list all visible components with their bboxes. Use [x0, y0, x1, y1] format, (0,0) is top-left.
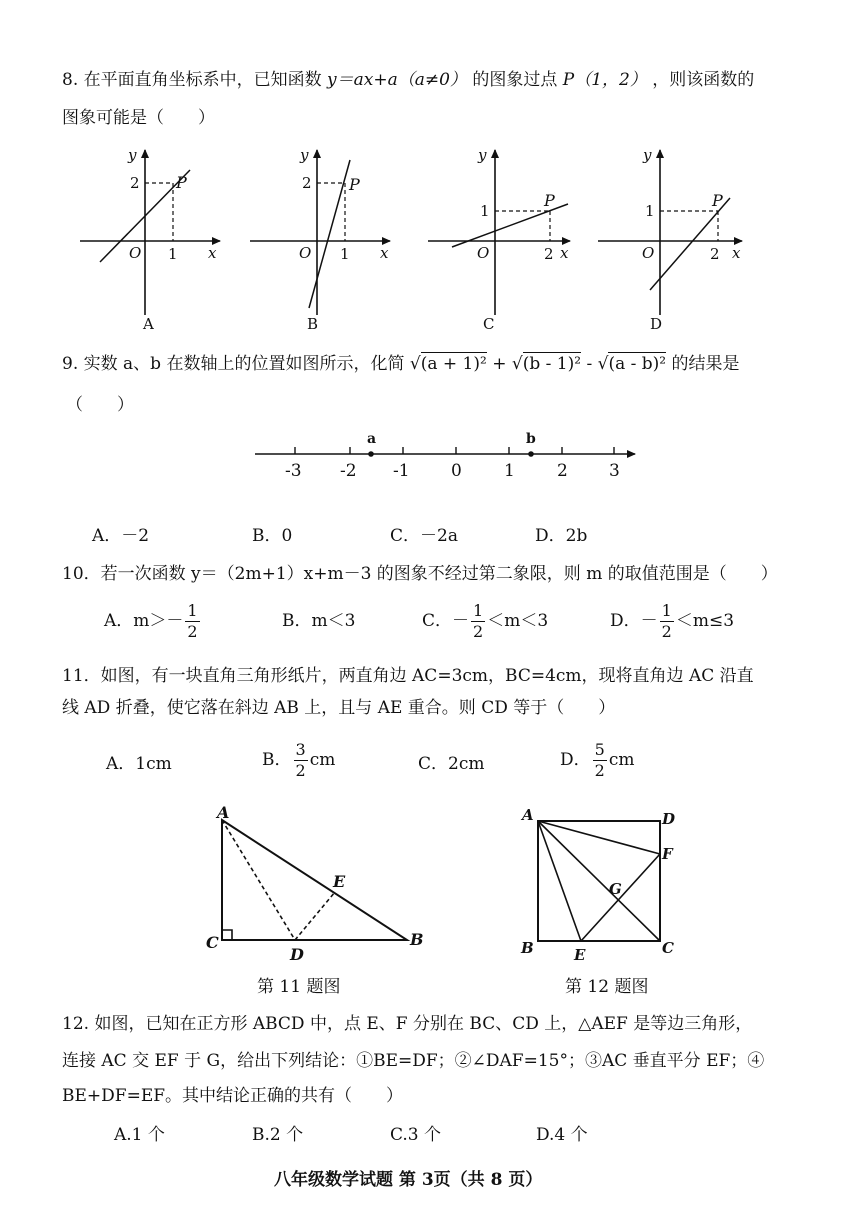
q11-line2: 线 AD 折叠，使它落在斜边 AB 上，且与 AE 重合。则 CD 等于（ ）	[62, 698, 616, 718]
tick-neg1: -1	[393, 461, 410, 481]
q11-option-c: C．2cm	[418, 754, 485, 774]
q10-frac-a: $\frac{1}{2}$	[187, 601, 198, 641]
graph-b-x-label: x	[380, 244, 389, 262]
fig12-caption: 第 12 题图	[565, 977, 649, 997]
q12-option-c: C.3 个	[390, 1125, 442, 1145]
q9-paren: （ ）	[66, 395, 134, 415]
q11-option-a: A．1cm	[106, 754, 172, 774]
q9-option-c: C．－2a	[390, 526, 458, 546]
tick-3: 3	[609, 461, 620, 481]
tick-neg2: -2	[340, 461, 357, 481]
tick-2: 2	[557, 461, 568, 481]
q11-line1: 11．如图，有一块直角三角形纸片，两直角边 AC=3cm，BC=4cm，现将直角边 AC 沿直	[62, 666, 754, 686]
page-footer: 八年级数学试题 第 3页（共 8 页）	[274, 1170, 543, 1190]
q12-option-a: A.1 个	[114, 1125, 165, 1145]
graph-d-x-tick: 2	[710, 245, 720, 263]
graph-c-x-tick: 2	[544, 245, 554, 263]
q8-stem-line1: 8. 在平面直角坐标系中，已知函数 y＝ax+a（a≠0） 的图象过点 P（1，2） ，则该函数的	[62, 70, 755, 90]
q10-option-a: A．m＞－ $\frac{1}{2}$	[104, 601, 198, 641]
q11-option-d: D． $\frac{5}{2}$ cm	[560, 740, 635, 780]
graph-b-x-tick: 1	[340, 245, 350, 263]
q10-frac-d: $\frac{1}{2}$	[661, 601, 672, 641]
q8-stem-line2: 图象可能是（ ）	[62, 108, 215, 128]
graph-c	[428, 146, 570, 333]
graph-d-origin: O	[642, 244, 655, 262]
q10-stem: 10．若一次函数 y＝（2m+1）x+m－3 的图象不经过第二象限，则 m 的取值范围是（ ）	[62, 564, 778, 584]
graph-c-y-label: y	[478, 146, 487, 164]
graph-c-label: C	[483, 315, 495, 333]
graph-a-label: A	[143, 315, 154, 333]
graph-c-origin: O	[477, 244, 490, 262]
graph-c-x-label: x	[560, 244, 569, 262]
q11-frac-d: $\frac{5}{2}$	[594, 740, 605, 780]
fig12-label-f: F	[662, 845, 673, 863]
graph-a-y-label: y	[128, 146, 137, 164]
fig11-label-d: D	[290, 945, 304, 964]
q8-graphs	[70, 140, 770, 340]
graph-a-point: P	[176, 173, 187, 192]
graph-a-origin: O	[129, 244, 142, 262]
q10-frac-c: $\frac{1}{2}$	[473, 601, 484, 641]
graph-a	[80, 146, 220, 333]
fig12-label-d: D	[662, 810, 676, 828]
fig11-caption: 第 11 题图	[257, 977, 341, 997]
graph-b-label: B	[307, 315, 319, 333]
graph-b-y-tick: 2	[302, 174, 312, 192]
sqrt-2: √(b - 1)²	[511, 354, 582, 374]
q11-frac-b: $\frac{3}{2}$	[295, 740, 306, 780]
graph-d-x-label: x	[732, 244, 741, 262]
fig12-label-a: A	[522, 806, 534, 824]
graph-d	[598, 146, 742, 333]
numberline-a: a	[367, 431, 377, 447]
tick-1: 1	[504, 461, 515, 481]
fig12-label-b: B	[521, 939, 534, 957]
q12-line2: 连接 AC 交 EF 于 G，给出下列结论：①BE=DF；②∠DAF=15°；③AC 垂直平分 EF；④	[62, 1051, 765, 1071]
q11-option-b: B． $\frac{3}{2}$ cm	[262, 740, 336, 780]
figure-11	[195, 800, 435, 1000]
q9-stem: 9. 实数 a、b 在数轴上的位置如图所示，化简 √(a + 1)² + √(b - 1)² - √(a - b)² 的结果是	[62, 354, 740, 374]
graph-d-point: P	[712, 191, 723, 210]
q12-line3: BE+DF=EF。其中结论正确的共有（ ）	[62, 1086, 404, 1106]
fig12-label-c: C	[662, 939, 674, 957]
tick-neg3: -3	[285, 461, 302, 481]
tick-0: 0	[451, 461, 462, 481]
fig12-label-g: G	[609, 880, 622, 898]
graph-a-x-label: x	[208, 244, 217, 262]
fig11-label-b: B	[410, 930, 424, 949]
fig11-label-e: E	[333, 872, 346, 891]
graph-d-label: D	[650, 315, 663, 333]
numberline-b: b	[526, 431, 536, 447]
graph-d-y-tick: 1	[645, 202, 655, 220]
fig11-label-a: A	[217, 803, 230, 822]
q9-option-d: D．2b	[535, 526, 588, 546]
graph-c-point: P	[544, 191, 555, 210]
graph-b	[250, 146, 390, 333]
sqrt-3: √(a - b)²	[597, 354, 667, 374]
q9-option-a: A．－2	[92, 526, 150, 546]
graph-b-point: P	[349, 175, 360, 194]
q12-line1: 12. 如图，已知在正方形 ABCD 中，点 E、F 分别在 BC、CD 上，△AEF 是等边三角形，	[62, 1014, 753, 1034]
q12-option-d: D.4 个	[536, 1125, 588, 1145]
graph-c-y-tick: 1	[480, 202, 490, 220]
q12-option-b: B.2 个	[252, 1125, 304, 1145]
q9-number-line	[250, 425, 650, 485]
sqrt-1: √(a + 1)²	[409, 354, 487, 374]
graph-a-x-tick: 1	[168, 245, 178, 263]
q10-option-b: B．m＜3	[282, 611, 356, 631]
q9-option-b: B．0	[252, 526, 293, 546]
graph-b-origin: O	[299, 244, 312, 262]
q10-option-c: C．－ $\frac{1}{2}$ ＜m＜3	[422, 601, 549, 641]
fig11-label-c: C	[206, 933, 219, 952]
figure-12	[515, 800, 695, 1000]
graph-a-y-tick: 2	[130, 174, 140, 192]
q10-option-d: D．－ $\frac{1}{2}$ ＜m≤3	[610, 601, 735, 641]
graph-b-y-label: y	[300, 146, 309, 164]
graph-d-y-label: y	[643, 146, 652, 164]
fig12-label-e: E	[574, 946, 586, 964]
